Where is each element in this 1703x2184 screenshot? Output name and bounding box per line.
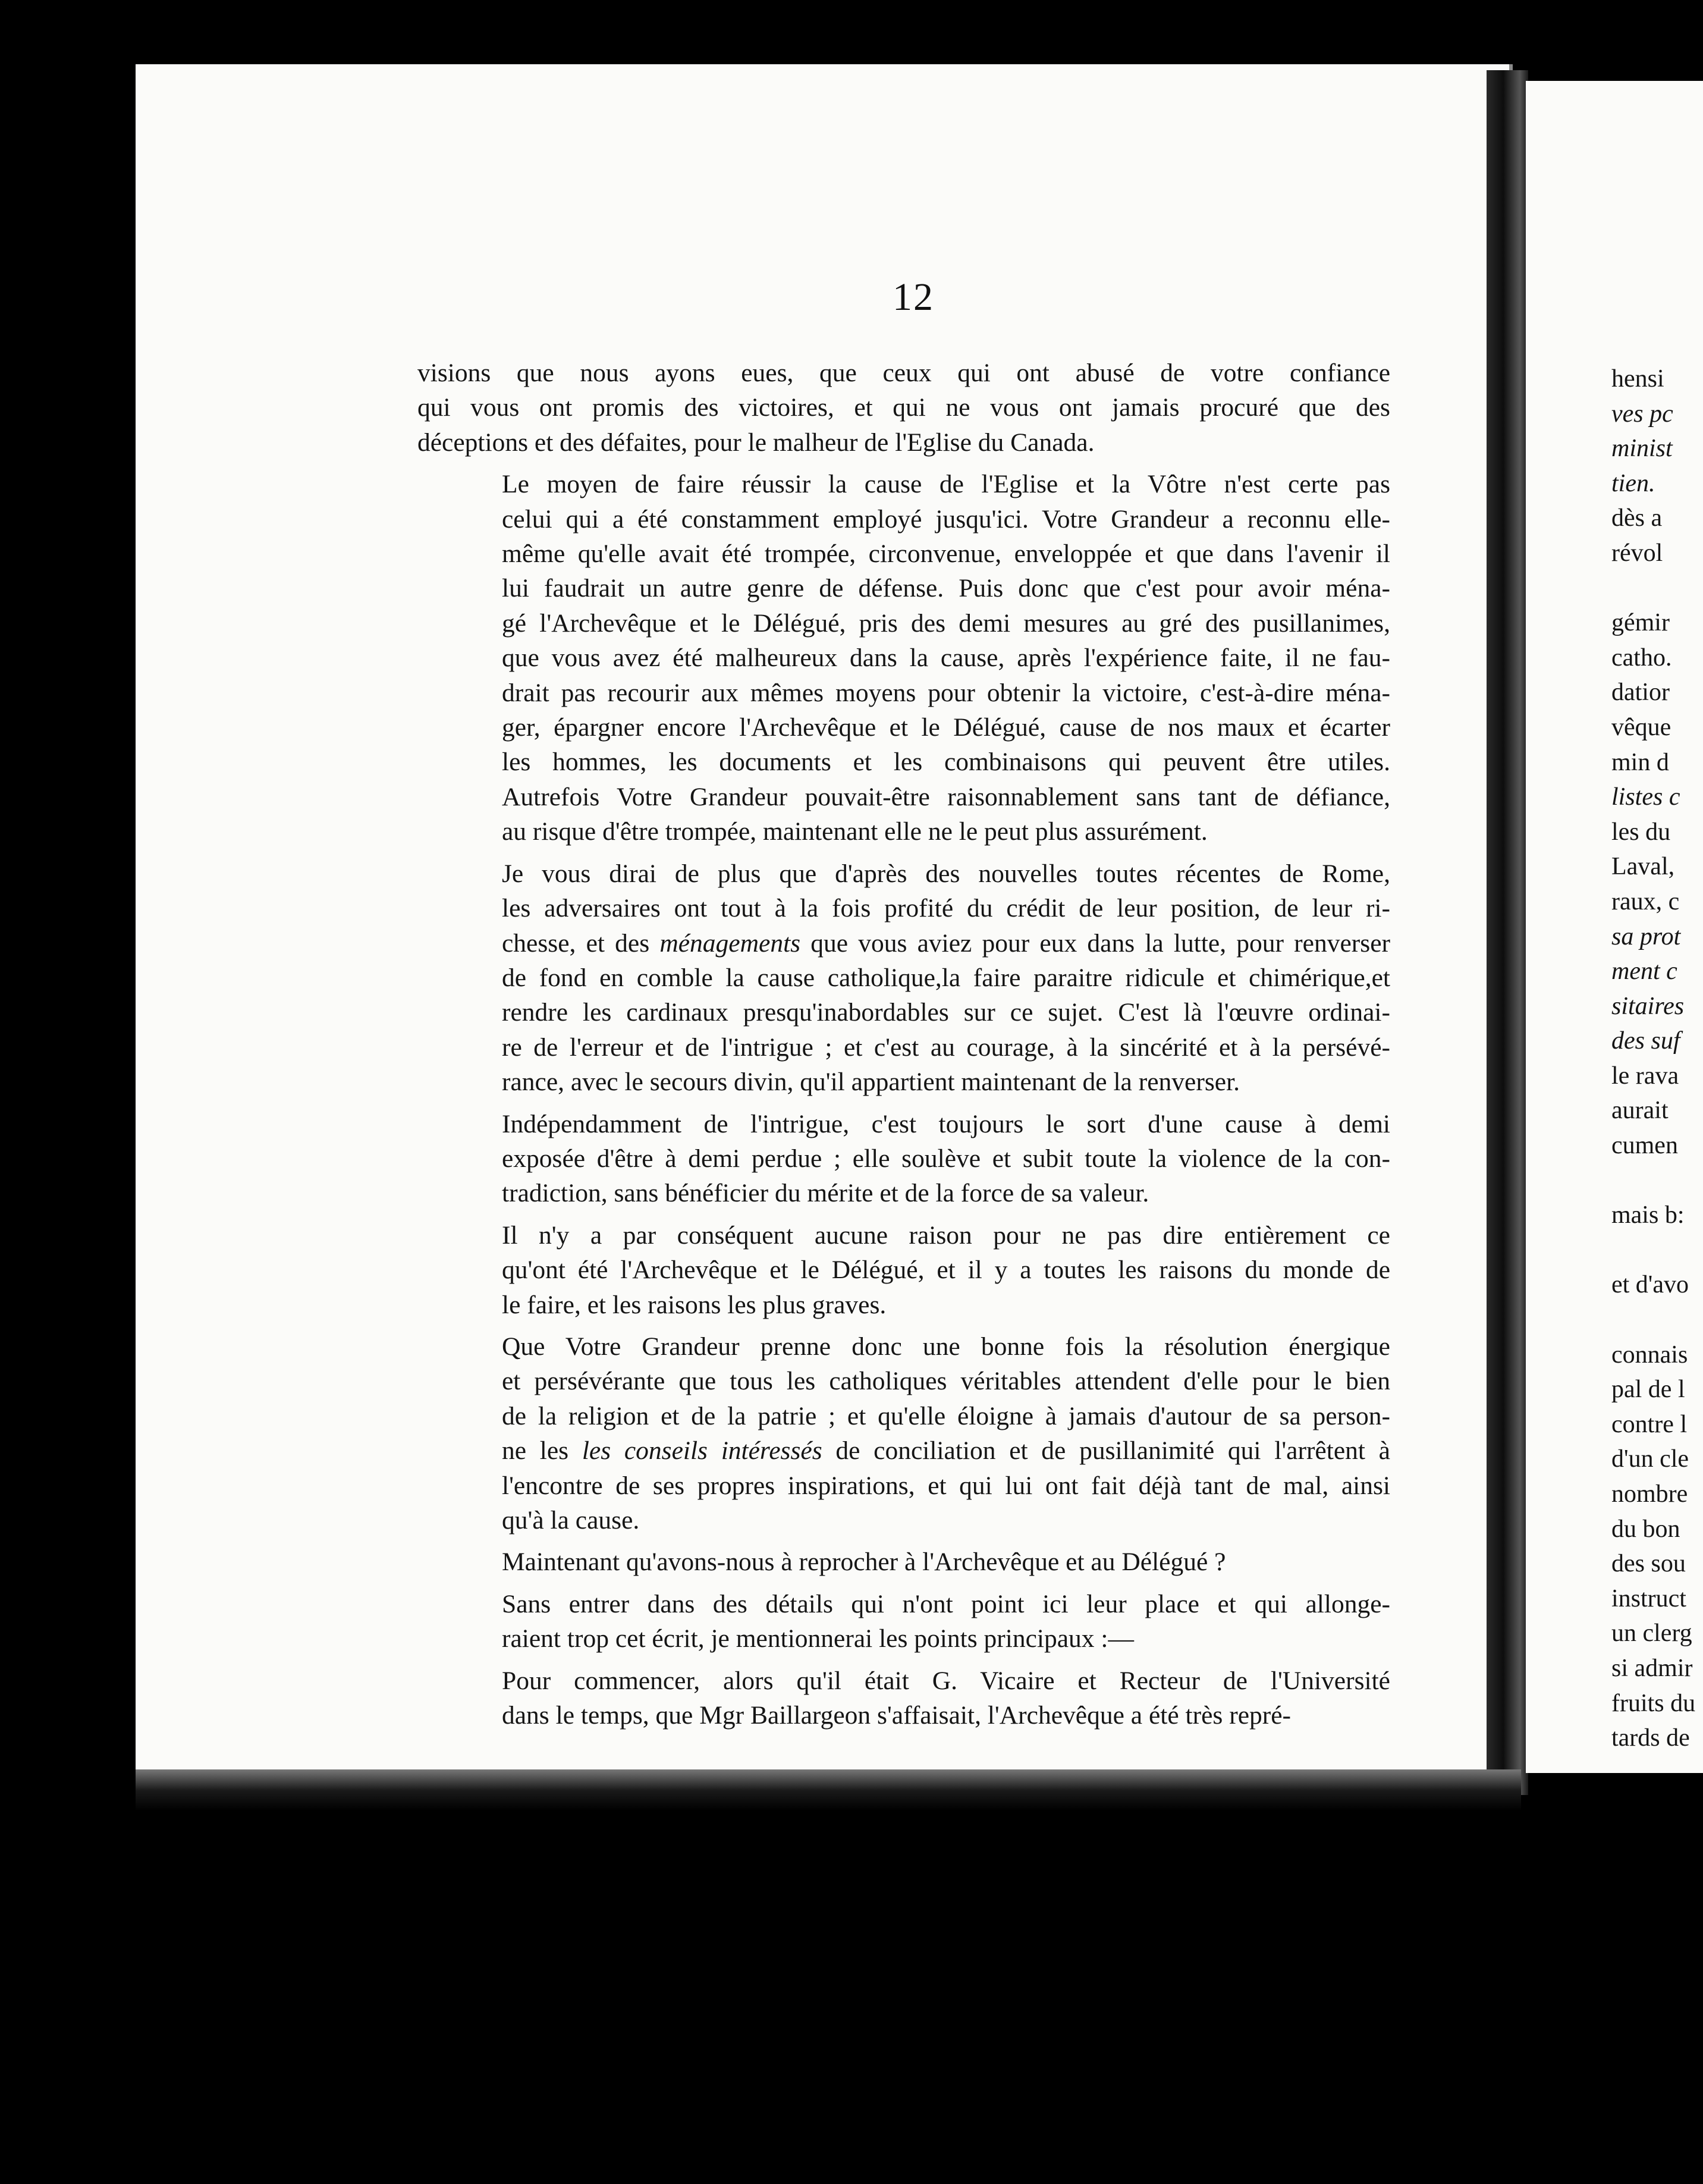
right-page-line: ment c — [1611, 958, 1677, 986]
text-line: rance, avec le secours divin, qu'il appartient maintenant de la renverser. — [502, 1068, 1240, 1097]
right-page-line: minist — [1611, 435, 1673, 463]
text-line: Je vous dirai de plus que d'après des nouvelles toutes récentes de Rome, — [502, 859, 1390, 888]
text-line: re de l'erreur et de l'intrigue ; et c'est au courage, à la sincérité et à la persévé- — [502, 1033, 1390, 1062]
right-page-line: connais — [1611, 1341, 1688, 1369]
text-line: que vous avez été malheureux dans la cause, après l'expérience faite, il ne fau- — [502, 644, 1390, 673]
text-line: Indépendamment de l'intrigue, c'est toujours le sort d'une cause à demi — [502, 1109, 1390, 1138]
right-page-line: contre l — [1611, 1410, 1688, 1438]
right-page-line: listes c — [1611, 783, 1680, 811]
right-page-line: hensi — [1611, 365, 1664, 393]
text-line: Il n'y a par conséquent aucune raison pour ne pas dire entièrement ce — [502, 1220, 1390, 1250]
right-page-line: vêque — [1611, 713, 1671, 741]
text-line: drait pas recourir aux mêmes moyens pour obtenir la victoire, c'est-à-dire ména- — [502, 678, 1390, 707]
text-line: au risque d'être trompée, maintenant elle ne le peut plus assurément. — [502, 817, 1208, 846]
text-line: déceptions et des défaites, pour le malheur de l'Eglise du Canada. — [417, 428, 1095, 457]
text-line: de la religion et de la patrie ; et qu'elle éloigne à jamais d'autour de sa person- — [502, 1401, 1390, 1430]
text-line: Autrefois Votre Grandeur pouvait-être raisonnablement sans tant de défiance, — [502, 782, 1390, 811]
paragraph — [417, 856, 1390, 1100]
right-page-line: révol — [1611, 539, 1663, 567]
text-line: qui vous ont promis des victoires, et qui ne vous ont jamais procuré que des — [417, 393, 1390, 422]
paragraph — [417, 356, 1390, 460]
right-page-line: dès a — [1611, 504, 1663, 532]
page-number: 12 — [893, 275, 934, 319]
paragraph — [417, 1664, 1390, 1733]
right-page-line: raux, c — [1611, 887, 1680, 915]
right-page-line: mais b: — [1611, 1201, 1685, 1229]
right-page-line: sa prot — [1611, 922, 1681, 950]
text-line: le faire, et les raisons les plus graves. — [502, 1290, 887, 1319]
text-line: dans le temps, que Mgr Baillargeon s'affaisait, l'Archevêque a été très repré- — [502, 1701, 1292, 1730]
text-line: lui faudrait un autre genre de défense. Puis donc que c'est pour avoir ména- — [502, 574, 1390, 603]
right-page-line: nombre — [1611, 1480, 1688, 1508]
right-page-line: instruct — [1611, 1584, 1686, 1612]
text-line: tradiction, sans bénéficier du mérite et de la force de sa valeur. — [502, 1179, 1149, 1208]
right-page-line: et d'avo — [1611, 1271, 1689, 1299]
right-page-line: ves pc — [1611, 400, 1673, 428]
text-line: les adversaires ont tout à la fois profité du crédit de leur position, de leur ri- — [502, 894, 1390, 923]
italic-phrase: ménagements — [659, 928, 801, 958]
text-line: qu'ont été l'Archevêque et le Délégué, et il y a toutes les raisons du monde de — [502, 1256, 1390, 1285]
text-line: celui qui a été constamment employé jusqu'ici. Votre Grandeur a reconnu elle- — [502, 504, 1390, 534]
right-page-line: fruits du — [1611, 1689, 1696, 1717]
italic-phrase: les conseils intéressés — [582, 1436, 822, 1466]
paragraph — [417, 1329, 1390, 1537]
right-page-line: des suf — [1611, 1027, 1680, 1055]
text-line: Que Votre Grandeur prenne donc une bonne fois la résolution énergique — [502, 1332, 1390, 1361]
right-page-line: d'un cle — [1611, 1445, 1689, 1473]
right-page-line — [1611, 571, 1703, 606]
right-page-line: des sou — [1611, 1550, 1686, 1578]
right-page-line: tien. — [1611, 469, 1655, 497]
page-gutter-shadow — [1487, 70, 1528, 1795]
right-page-line: un clerg — [1611, 1620, 1692, 1648]
right-page-line: les du — [1611, 818, 1671, 846]
text-line: rendre les cardinaux presqu'inabordables sur ce sujet. C'est là l'œuvre ordinai- — [502, 998, 1390, 1027]
right-page-line: sitaires — [1611, 992, 1685, 1020]
text-line: chesse, et des ménagements que vous aviez pour eux dans la lutte, pour renverser — [502, 928, 1390, 958]
right-page-line: pal de l — [1611, 1376, 1685, 1404]
paragraph — [417, 1545, 1390, 1579]
text-line: l'encontre de ses propres inspirations, et qui lui ont fait déjà tant de mal, ainsi — [502, 1471, 1390, 1500]
paragraph — [417, 1587, 1390, 1656]
right-page-line — [1611, 1233, 1703, 1268]
text-line: raient trop cet écrit, je mentionnerai les points principaux :— — [502, 1624, 1134, 1653]
right-page-line: aurait — [1611, 1097, 1669, 1125]
text-line: ne les les conseils intéressés de conciliation et de pusillanimité qui l'arrêtent à — [502, 1436, 1390, 1466]
right-page-line: du bon — [1611, 1515, 1680, 1543]
right-page-line — [1611, 1163, 1703, 1198]
text-line: qu'à la cause. — [502, 1506, 640, 1535]
right-page-line: catho. — [1611, 644, 1672, 671]
right-page-text — [1608, 362, 1703, 1756]
right-page-line: tards de — [1611, 1724, 1690, 1752]
body-text — [417, 356, 1390, 1740]
text-line: Pour commencer, alors qu'il était G. Vicaire et Recteur de l'Université — [502, 1666, 1390, 1695]
right-page-line: gémir — [1611, 609, 1670, 637]
text-line: Sans entrer dans des détails qui n'ont point ici leur place et qui allonge- — [502, 1589, 1390, 1618]
text-line: gé l'Archevêque et le Délégué, pris des demi mesures au gré des pusillanimes, — [502, 608, 1390, 638]
text-line: exposée d'être à demi perdue ; elle soulève et subit toute la violence de la con- — [502, 1144, 1390, 1173]
text-line: Le moyen de faire réussir la cause de l'Eglise et la Vôtre n'est certe pas — [502, 470, 1390, 499]
right-page-line: cumen — [1611, 1132, 1678, 1160]
right-page-line: Laval, — [1611, 853, 1675, 881]
text-line: de fond en comble la cause catholique,la faire paraitre ridicule et chimérique,et — [502, 963, 1390, 992]
right-page-line: datior — [1611, 679, 1670, 707]
paragraph — [417, 1107, 1390, 1211]
text-line: même qu'elle avait été trompée, circonvenue, enveloppée et que dans l'avenir il — [502, 539, 1390, 569]
right-page-line: si admir — [1611, 1654, 1693, 1682]
page-bottom-shadow — [136, 1769, 1521, 1811]
text-line: visions que nous ayons eues, que ceux qui ont abusé de votre confiance — [417, 359, 1390, 387]
text-line: ger, épargner encore l'Archevêque et le Délégué, cause de nos maux et écarter — [502, 713, 1390, 742]
text-line: Maintenant qu'avons-nous à reprocher à l'Archevêque et au Délégué ? — [502, 1548, 1226, 1577]
text-line: les hommes, les documents et les combinaisons qui peuvent être utiles. — [502, 748, 1390, 777]
right-page-line: le rava — [1611, 1062, 1679, 1090]
paragraph — [417, 1218, 1390, 1322]
right-page-line: min d — [1611, 748, 1669, 776]
paragraph — [417, 467, 1390, 849]
text-line: et persévérante que tous les catholiques véritables attendent d'elle pour le bien — [502, 1367, 1390, 1396]
right-page-line — [1611, 1303, 1703, 1338]
